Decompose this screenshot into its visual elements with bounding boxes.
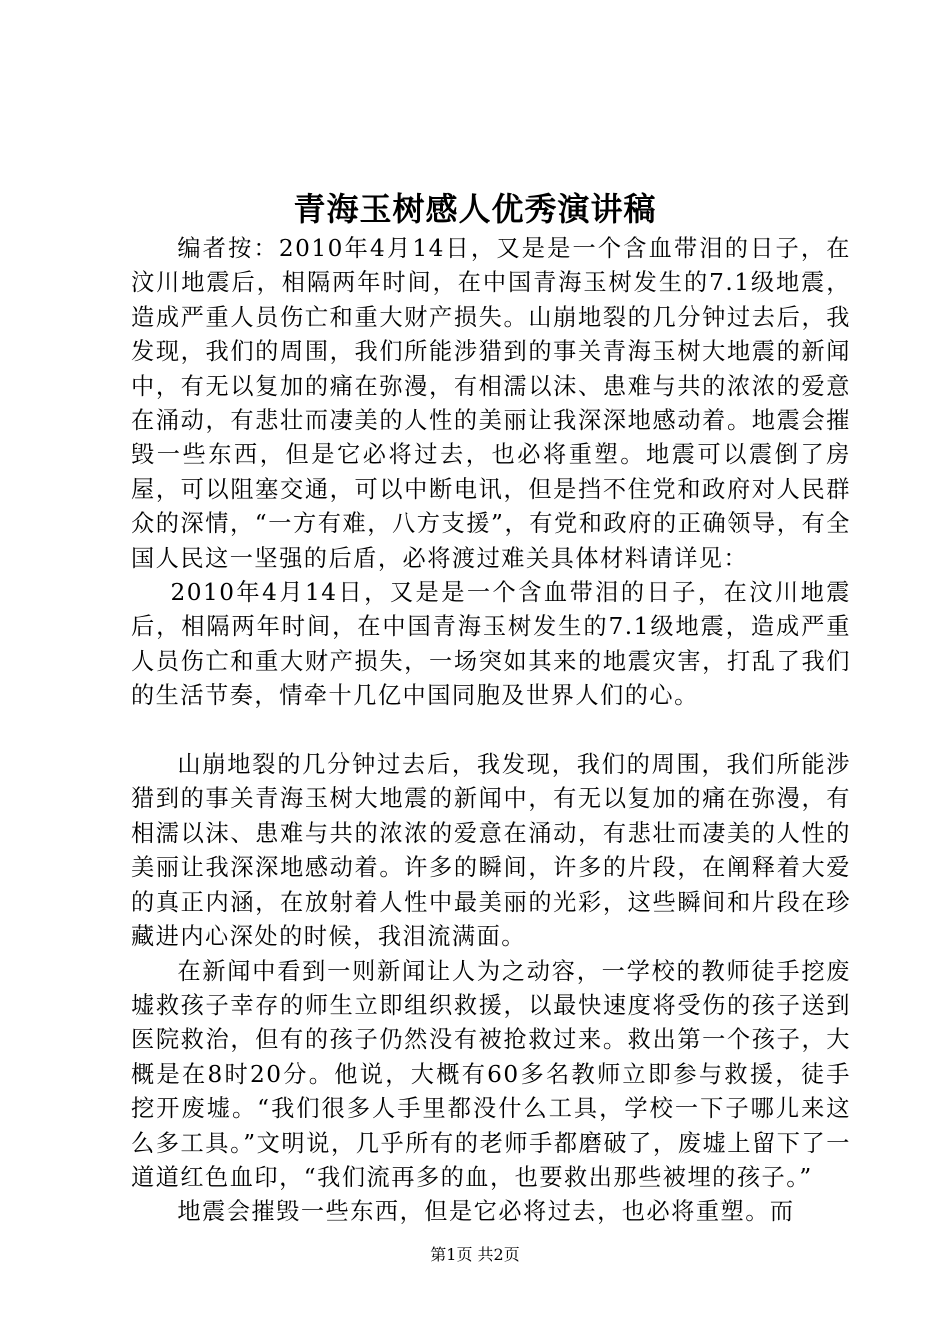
body-paragraph-2: 山崩地裂的几分钟过去后，我发现，我们的周围，我们所能涉猎到的事关青海玉树大地震的新闻中，有无以复加的痛在弥漫，有相濡以沫、患难与共的浓浓的爱意在涌动，有悲壮而凄美的人性的美丽让我深深地感动着。许多的瞬间，许多的片段，在阐释着大爱的真正内涵，在放射着人性中最美丽的光彩，这些瞬间和片段在珍藏进内心深处的时候，我泪流满面。 <box>131 751 851 951</box>
editor-note-paragraph: 编者按：2010年4月14日，又是是一个含血带泪的日子，在汶川地震后，相隔两年时间，在中国青海玉树发生的7.1级地震，造成严重人员伤亡和重大财产损失。山崩地裂的几分钟过去后，我发现，我们的周围，我们所能涉猎到的事关青海玉树大地震的新闻中，有无以复加的痛在弥漫，有相濡以沫、患难与共的浓浓的爱意在涌动，有悲壮而凄美的人性的美丽让我深深地感动着。地震会摧毁一些东西，但是它必将过去，也必将重塑。地震可以震倒了房屋，可以阻塞交通，可以中断电讯，但是挡不住党和政府对人民群众的深情，“一方有难，八方支援”，有党和政府的正确领导，有全国人民这一坚强的后盾，必将渡过难关具体材料请详见： <box>131 235 851 572</box>
body-paragraph-3: 在新闻中看到一则新闻让人为之动容，一学校的教师徒手挖废墟救孩子幸存的师生立即组织救援，以最快速度将受伤的孩子送到医院救治，但有的孩子仍然没有被抢救过来。救出第一个孩子，大概是在8时20分。他说，大概有60多名教师立即参与救援，徒手挖开废墟。“我们很多人手里都没什么工具，学校一下子哪儿来这么多工具。”文明说，几乎所有的老师手都磨破了，废墟上留下了一道道红色血印，“我们流再多的血，也要救出那些被埋的孩子。” <box>131 957 851 1191</box>
paragraph-spacer <box>131 714 851 748</box>
document-title: 青海玉树感人优秀演讲稿 <box>293 190 657 228</box>
body-paragraph-4: 地震会摧毁一些东西，但是它必将过去，也必将重塑。而 <box>177 1198 795 1226</box>
page-number-footer: 第1页 共2页 <box>430 1245 520 1264</box>
body-paragraph-1: 2010年4月14日，又是是一个含血带泪的日子，在汶川地震后，相隔两年时间，在中国青海玉树发生的7.1级地震，造成严重人员伤亡和重大财产损失，一场突如其来的地震灾害，打乱了我们的生活节奏，情牵十几亿中国同胞及世界人们的心。 <box>131 579 851 710</box>
document-body <box>131 232 851 1230</box>
